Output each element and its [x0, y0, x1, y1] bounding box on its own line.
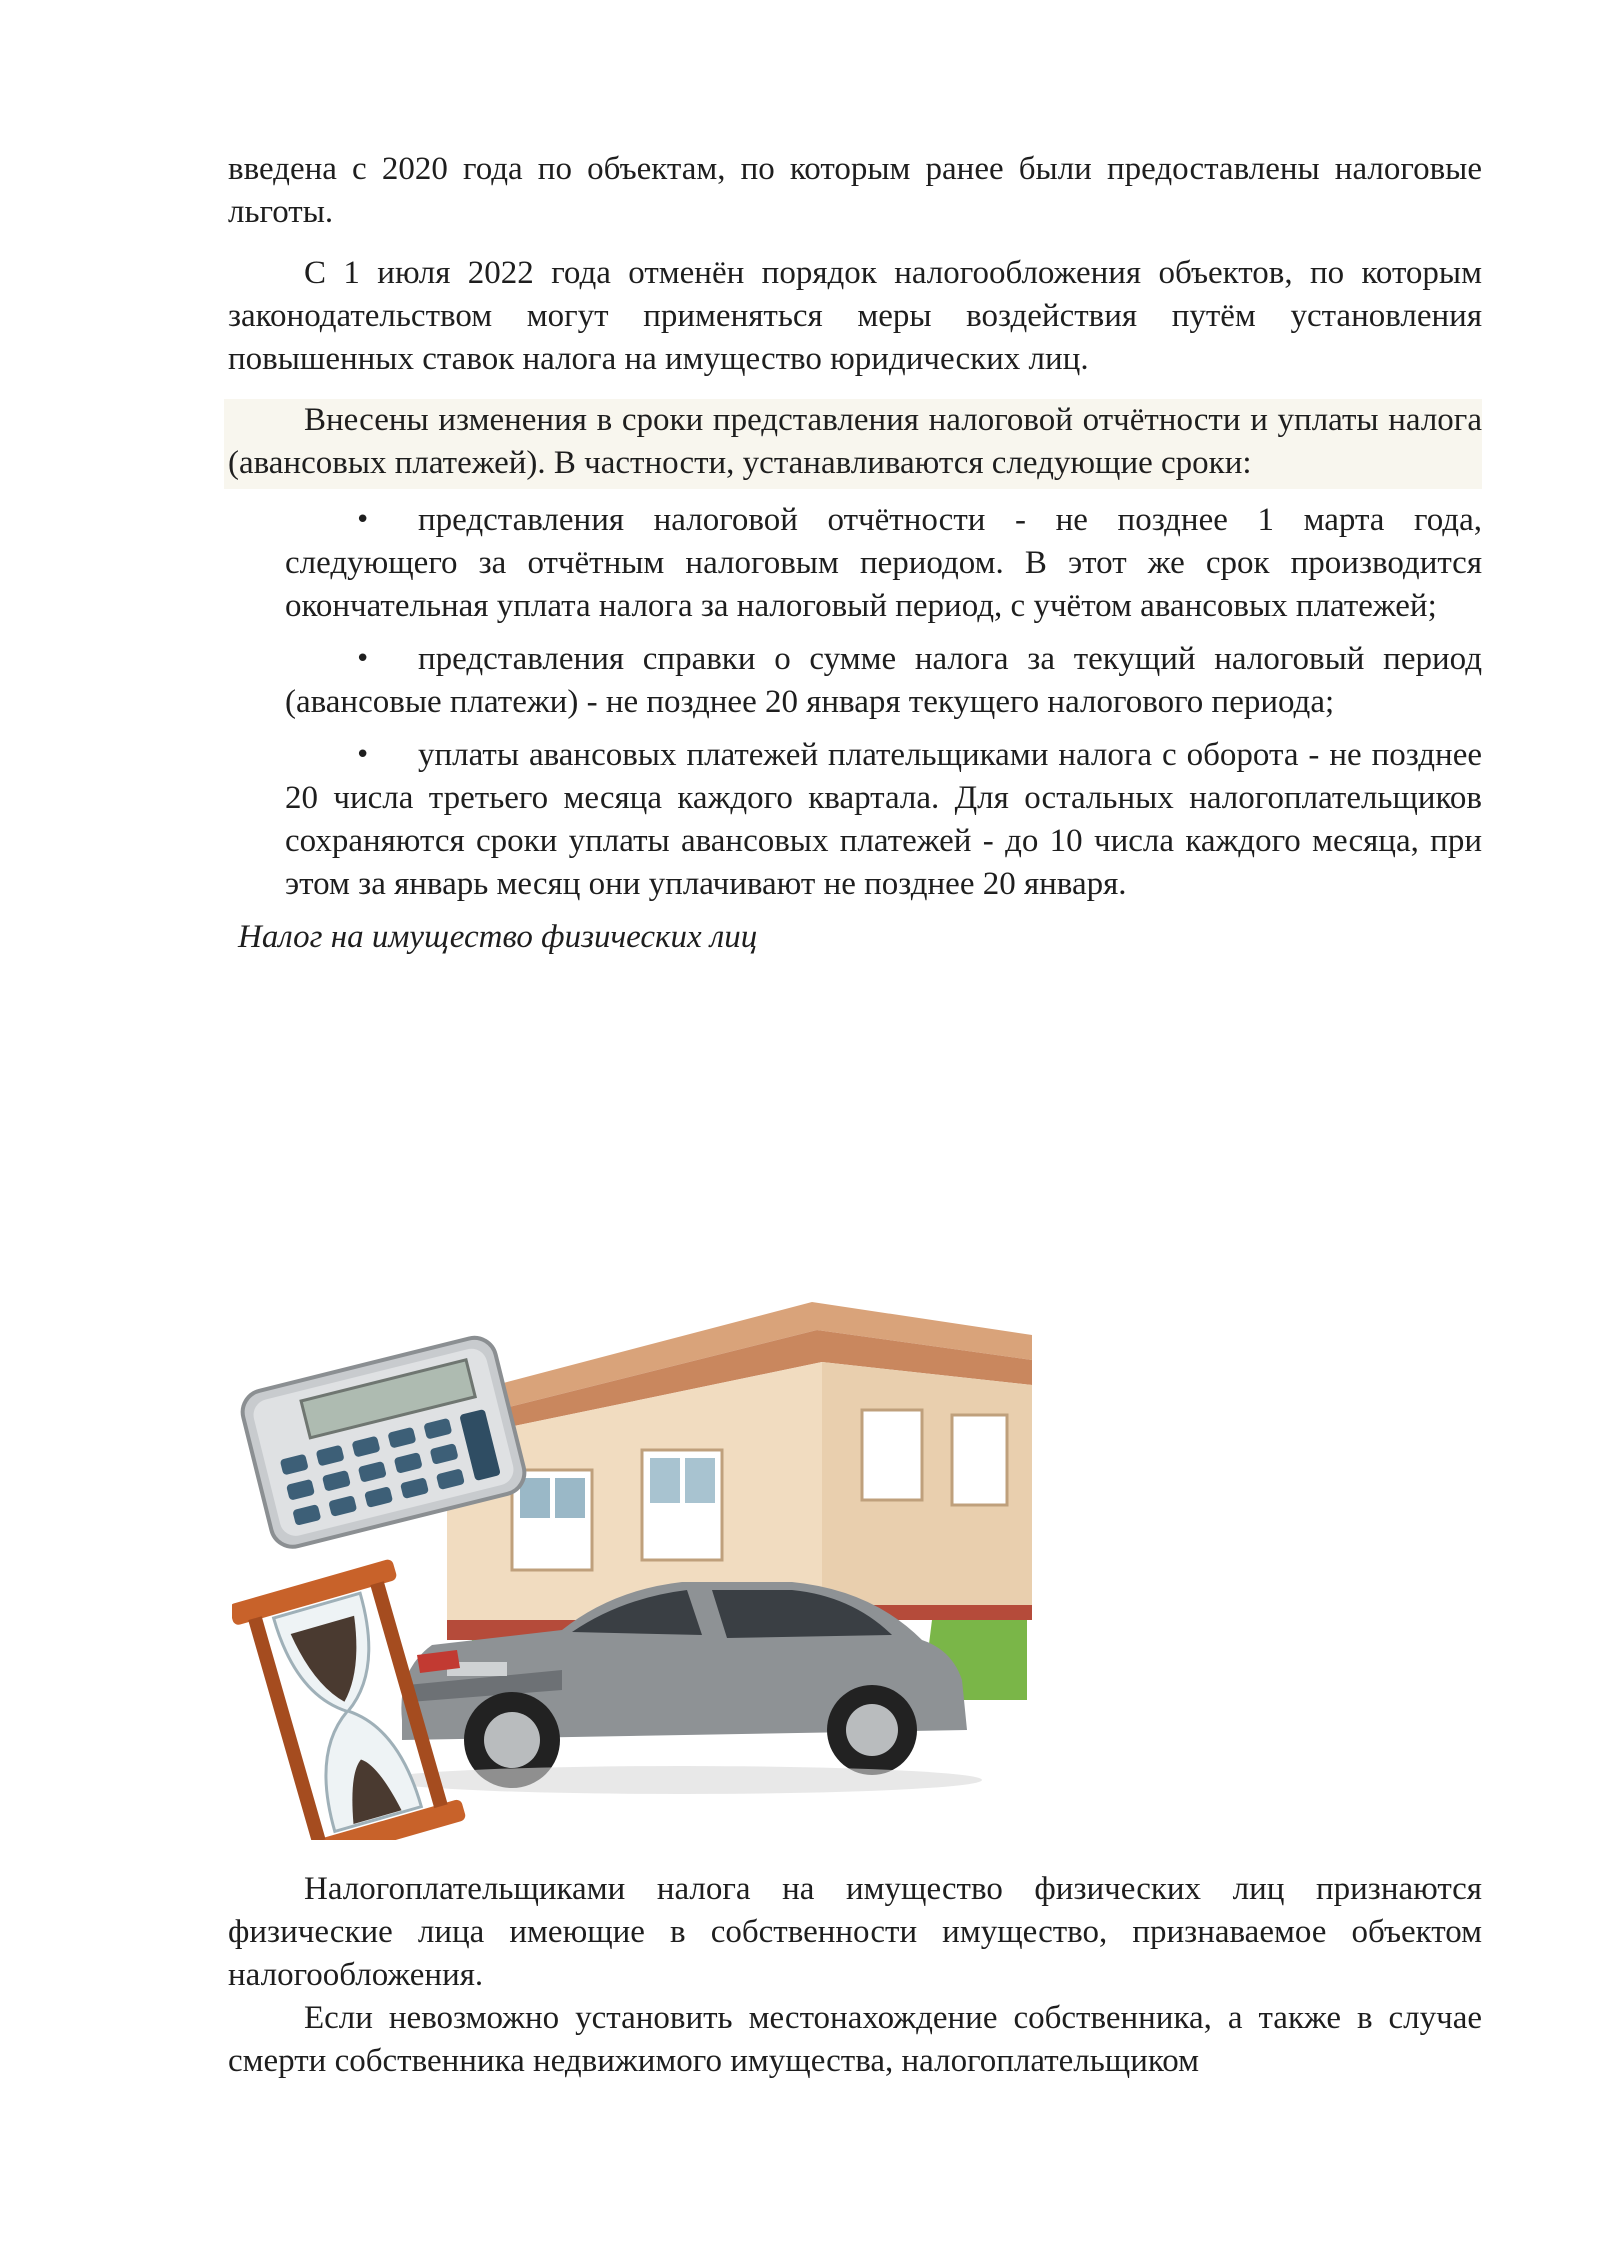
list-item — [285, 499, 1482, 628]
paragraph-deadlines-intro: Внесены изменения в сроки представления налоговой отчётности и уплаты налога (авансовых платежей). В частности, устанавливаются следующие сроки: — [224, 399, 1482, 489]
bullet-icon: • — [355, 740, 371, 770]
list-item — [285, 638, 1482, 724]
list-item — [285, 734, 1482, 906]
bullet-icon: • — [355, 505, 371, 535]
property-illustration — [232, 1290, 1042, 1840]
paragraph-taxpayers: Налогоплательщиками налога на имущество физических лиц признаются физические лица имеющие в собственности имущество, признаваемое объектом налогообложения. — [228, 1871, 1482, 1993]
paragraph-benefits: введена с 2020 года по объектам, по которым ранее были предоставлены налоговые льготы. — [228, 151, 1482, 230]
document-body — [228, 148, 1482, 959]
list-item-text: представления справки о сумме налога за текущий налоговый период (авансовые платежи) - не позднее 20 января текущего налогового периода; — [285, 641, 1482, 720]
bottom-section — [228, 1868, 1482, 2083]
paragraph-july-2022: С 1 июля 2022 года отменён порядок налогообложения объектов, по которым законодательством могут применяться меры воздействия путём установления повышенных ставок налога на имущество юридических лиц. — [228, 255, 1482, 377]
paragraph-owner-unknown: Если невозможно установить местонахождение собственника, а также в случае смерти собственника недвижимого имущества, налогоплательщиком — [228, 2000, 1482, 2079]
list-item-text: уплаты авансовых платежей плательщиками налога с оборота - не позднее 20 числа третьего месяца каждого квартала. Для остальных налогоплательщиков сохраняются сроки уплаты авансовых платежей - до 10 числа каждого месяца, при этом за январь месяц они уплачивают не позднее 20 января. — [285, 737, 1482, 902]
list-item-text: представления налоговой отчётности - не позднее 1 марта года, следующего за отчётным налоговым периодом. В этот же срок производится окончательная уплата налога за налоговый период, с учётом авансовых платежей; — [285, 502, 1482, 624]
bullet-icon: • — [355, 644, 371, 674]
deadlines-list — [228, 499, 1482, 906]
section-heading: Налог на имущество физических лиц — [238, 919, 758, 955]
